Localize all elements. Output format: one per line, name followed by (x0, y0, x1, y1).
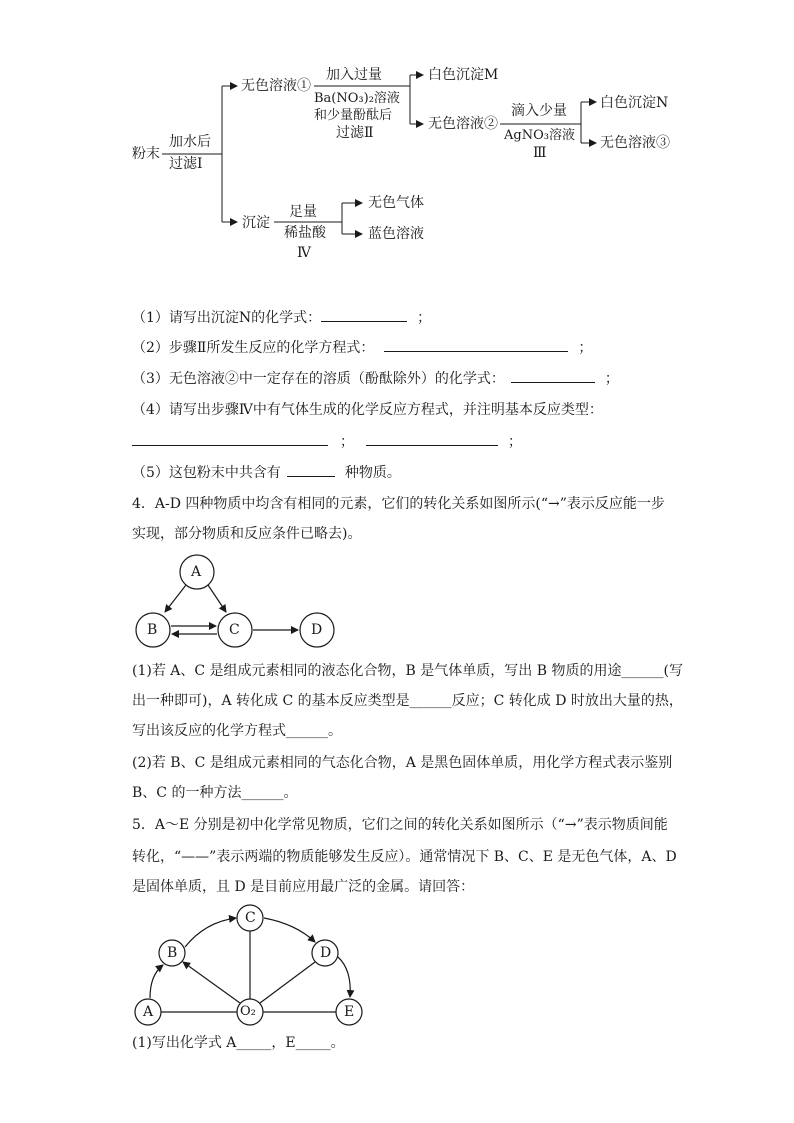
q4-stem-line2: 实现，部分物质和反应条件已略去)。 (132, 526, 362, 542)
step1-bottom-label: 过滤Ⅰ (169, 156, 203, 172)
powder-label: 粉末 (132, 146, 160, 162)
q3-sub3-blank[interactable] (511, 368, 595, 383)
q5-stem-line2: 转化，“——”表示两端的物质能够发生反应）。通常情况下 B、C、E 是无色气体，A、D (132, 849, 677, 865)
q4-part2-line2: B、C 的一种方法______。 (132, 785, 298, 801)
solution3-label: 无色溶液③ (600, 135, 670, 151)
step4-bottom-label: Ⅳ (297, 245, 311, 261)
step2-mid2-label: 和少量酚酞后 (314, 108, 393, 123)
q4-node-a: A (191, 564, 202, 580)
step3-mid-label: AgNO₃溶液 (504, 128, 575, 143)
q3-sub5-blank[interactable] (287, 462, 335, 477)
q5-node-b: B (167, 945, 178, 961)
step2-top-label: 加入过量 (326, 67, 382, 83)
q5-node-o2: O₂ (240, 1004, 256, 1019)
step4-mid-label: 稀盐酸 (284, 225, 326, 241)
q4-part1-line3: 写出该反应的化学方程式______。 (132, 723, 342, 739)
q4-node-b: B (147, 622, 158, 638)
step4-top-label: 足量 (289, 204, 317, 220)
solution1-label: 无色溶液① (241, 78, 311, 94)
solution2-label: 无色溶液② (428, 116, 498, 132)
q5-part1: (1)写出化学式 A_____，E_____。 (132, 1035, 345, 1051)
q4-part1-line2: 出一种即可)，A 转化成 C 的基本反应类型是______反应；C 转化成 D 时放出大量的热， (132, 693, 683, 709)
step2-mid-label: Ba(NO₃)₂溶液 (314, 91, 400, 106)
q4-part2-line1: (2)若 B、C 是组成元素相同的气态化合物，A 是黑色固体单质，用化学方程式表示鉴别 (132, 755, 673, 771)
q4-part1-line1: (1)若 A、C 是组成元素相同的液态化合物，B 是气体单质，写出 B 物质的用途______(写 (132, 663, 683, 679)
q3-sub3: （3）无色溶液②中一定存在的溶质（酚酞除外）的化学式： ； (132, 368, 619, 389)
q3-sub4: （4）请写出步骤Ⅳ中有气体生成的化学反应方程式，并注明基本反应类型： (132, 402, 603, 418)
q5-node-e: E (344, 1004, 355, 1020)
precipitate-n-label: 白色沉淀N (600, 95, 669, 111)
gas-label: 无色气体 (368, 195, 424, 211)
step1-top-label: 加水后 (169, 134, 211, 150)
q3-sub4-blank-1[interactable] (132, 431, 328, 446)
q5-stem-line1: 5．A～E 分别是初中化学常见物质，它们之间的转化关系如图所示（“→”表示物质间能 (132, 817, 668, 833)
q5-node-d: D (320, 945, 332, 961)
q5-node-a: A (143, 1004, 154, 1020)
q5-node-c: C (245, 910, 256, 926)
q3-sub2: （2）步骤Ⅱ所发生反应的化学方程式： ； (132, 337, 592, 358)
step3-top-label: 滴入少量 (511, 103, 567, 119)
q3-sub1: （1）请写出沉淀N的化学式： ； (132, 307, 431, 328)
blue-solution-label: 蓝色溶液 (368, 226, 424, 242)
q3-sub1-blank[interactable] (321, 307, 407, 322)
q5-stem-line3: 是固体单质，且 D 是目前应用最广泛的金属。请回答： (132, 879, 475, 895)
step3-bottom-label: Ⅲ (533, 145, 547, 161)
q4-stem-line1: 4．A-D 四种物质中均含有相同的元素，它们的转化关系如图所示(“→”表示反应能一步 (132, 496, 665, 512)
step2-bottom-label: 过滤Ⅱ (336, 125, 374, 141)
q3-sub5: （5）这包粉末中共含有 种物质。 (132, 462, 401, 483)
precipitate-label: 沉淀 (242, 215, 270, 231)
q3-sub4-answers: ； ； (132, 431, 522, 452)
q3-sub2-blank[interactable] (384, 337, 568, 352)
q4-node-d: D (311, 622, 323, 638)
precipitate-m-label: 白色沉淀M (428, 67, 499, 83)
q4-node-c: C (229, 622, 240, 638)
q3-sub4-blank-2[interactable] (366, 431, 498, 446)
